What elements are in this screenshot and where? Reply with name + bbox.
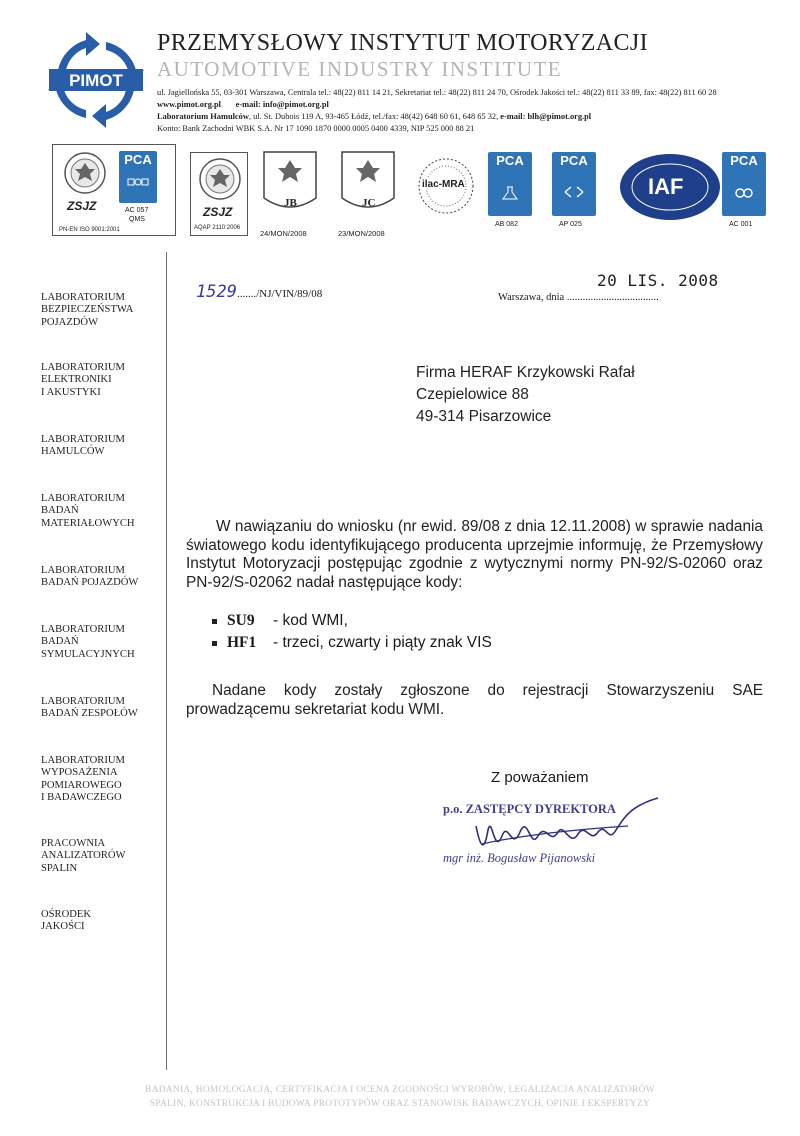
code-item-vis (212, 634, 492, 652)
eagle-seal-icon (198, 157, 242, 201)
sidebar-lab-materials: LABORATORIUM BADAŃ MATERIAŁOWYCH (41, 493, 135, 529)
pca-badge-ab082 (488, 152, 532, 216)
closing-regards: Z poważaniem (491, 769, 589, 786)
code-value: SU9 (227, 612, 255, 629)
brake-lab-address: , ul. St. Dubois 119 A, 93-465 Łódź, tel./fax: 48(42) 648 60 61, 648 65 32, (248, 112, 501, 121)
code-description: - kod WMI, (273, 612, 348, 629)
code-value: HF1 (227, 634, 257, 651)
zsjz-aqap-certificate (190, 152, 248, 236)
pca-code-ac057: AC 057 (125, 207, 149, 214)
sidebar-lab-simulation: LABORATORIUM BADAŃ SYMULACYJNYCH (41, 624, 135, 660)
body-paragraph-1: W nawiązaniu do wniosku (nr ewid. 89/08 z dnia 12.11.2008) w sprawie nadania światowego kodu identyfikującego producenta uprzejmie informuję, że Przemysłowy Instytut Motoryzacji postępując zgodnie z wytycznymi normy PN-92/S-02060 oraz PN-92/S-02062 nadał następujące kody: (186, 518, 763, 591)
flask-icon (502, 186, 518, 200)
place-and-date: Warszawa, dnia ................................... (498, 292, 659, 303)
wcnjik-jc-badge (336, 150, 400, 242)
sidebar-lab-electronics-acoustics: LABORATORIUM ELEKTRONIKI I AKUSTYKI (41, 362, 125, 398)
iaf-badge (618, 152, 722, 222)
brake-lab-email[interactable]: e-mail: blh@pimot.org.pl (500, 112, 592, 121)
signer-role-stamp: p.o. ZASTĘPCY DYREKTORA (443, 802, 616, 816)
handwritten-ref-number: 1529 (196, 282, 237, 302)
sidebar-lab-brakes: LABORATORIUM HAMULCÓW (41, 434, 125, 458)
zsjz-name-2: ZSJZ (203, 205, 233, 219)
pca-badge-ap025 (552, 152, 596, 216)
eagle-seal-icon (63, 151, 107, 195)
sidebar-workshop-exhaust-analyzers: PRACOWNIA ANALIZATORÓW SPALIN (41, 838, 126, 874)
zsjz-iso-certificate (52, 144, 176, 236)
pca-sub-qms: QMS (129, 216, 145, 223)
wcnjik-jb-badge (258, 150, 322, 242)
certification-systems-icon (127, 177, 149, 187)
reference-number (196, 282, 322, 302)
recipient-street: Czepielowice 88 (416, 386, 529, 403)
pca-badge-ac057 (119, 151, 157, 203)
recipient-company: Firma HERAF Krzykowski Rafał (416, 364, 635, 381)
zsjz-name: ZSJZ (67, 199, 97, 213)
wcnjik-jc-letters: JC (362, 197, 376, 209)
pca-code-ap025: AP 025 (559, 221, 582, 228)
contact-line-address: ul. Jagiellońska 55, 03-301 Warszawa, Centrala tel.: 48(22) 811 14 21, Sekretariat tel.: 48(22) 811 24 70, Ośrodek Jakości tel.: 48(22) 811 33 89, fax: 48(22) 811 60 28 (157, 88, 717, 97)
website-link[interactable]: www.pimot.org.pl (157, 100, 221, 109)
email-link[interactable]: info@pimot.org.pl (262, 100, 329, 109)
pca-label: PCA (124, 152, 152, 167)
pca-label: PCA (496, 153, 524, 168)
recipient-city: 49-314 Pisarzowice (416, 408, 552, 425)
pca-code-ab082: AB 082 (495, 221, 518, 228)
body-paragraph-2: Nadane kody zostały zgłoszone do rejestracji Stowarzyszeniu SAE prowadzącemu sekretariat kodu WMI. (186, 682, 763, 718)
signer-name-stamp: mgr inż. Bogusław Pijanowski (443, 851, 596, 865)
date-stamp: 20 LIS. 2008 (597, 271, 719, 290)
pca-label: PCA (730, 153, 758, 168)
contact-line-web (157, 100, 329, 109)
bullet-icon (212, 641, 217, 646)
gears-icon (734, 185, 754, 201)
sidebar-lab-measuring-equipment: LABORATORIUM WYPOSAŻENIA POMIAROWEGO I BADAWCZEGO (41, 755, 125, 804)
iaf-label: IAF (648, 174, 684, 199)
footer-line-2: SPALIN, KONSTRUKCJA I BUDOWA PROTOTYPÓW ORAZ STANOWISK BADAWCZYCH, OPINIE I EKSPERTYZY (149, 1099, 651, 1109)
logo-text: PIMOT (69, 71, 123, 90)
ilac-mra-badge (416, 156, 476, 216)
sidebar-divider (166, 252, 167, 1070)
pca-badge-ac001 (722, 152, 766, 216)
sidebar-lab-assemblies: LABORATORIUM BADAŃ ZESPOŁÓW (41, 696, 138, 720)
contact-line-lodz (157, 112, 591, 121)
footer-line-1: BADANIA, HOMOLOGACJA, CERTYFIKACJA I OCENA ZGODNOŚCI WYROBÓW, LEGALIZACJA ANALIZATORÓW (145, 1085, 655, 1095)
pca-label: PCA (560, 153, 588, 168)
iso-caption: PN-EN ISO 9001:2001 (59, 227, 120, 233)
certification-strip (42, 144, 782, 244)
reference-suffix: ......./NJ/VIN/89/08 (236, 288, 323, 300)
brake-lab-name: Laboratorium Hamulców (157, 112, 249, 121)
institute-title: PRZEMYSŁOWY INSTYTUT MOTORYZACJI (157, 30, 649, 56)
ilac-label: ilac-MRA (422, 179, 465, 190)
wcnjik-jb-letters: JB (284, 197, 297, 209)
wcnjik-jc-date: 23/MON/2008 (338, 229, 385, 238)
code-description: - trzeci, czwarty i piąty znak VIS (273, 634, 492, 651)
institute-subtitle: AUTOMOTIVE INDUSTRY INSTITUTE (157, 57, 563, 81)
sidebar-lab-vehicle-safety: LABORATORIUM BEZPIECZEŃSTWA POJAZDÓW (41, 292, 134, 328)
aqap-caption: AQAP 2110:2006 (194, 225, 241, 231)
bullet-icon (212, 619, 217, 624)
wcnjik-jb-date: 24/MON/2008 (260, 229, 307, 238)
pca-code-ac001: AC 001 (729, 221, 753, 228)
contact-line-bank: Konto: Bank Zachodni WBK S.A. Nr 17 1090 1870 0000 0005 0400 4339, NIP 525 000 88 21 (157, 124, 475, 133)
email-label: e-mail: (235, 100, 261, 109)
pimot-logo (46, 30, 146, 130)
measurement-icon (563, 186, 585, 198)
code-item-wmi (212, 612, 348, 630)
sidebar-lab-vehicle-testing: LABORATORIUM BADAŃ POJAZDÓW (41, 565, 139, 589)
sidebar-quality-center: OŚRODEK JAKOŚCI (41, 909, 92, 933)
